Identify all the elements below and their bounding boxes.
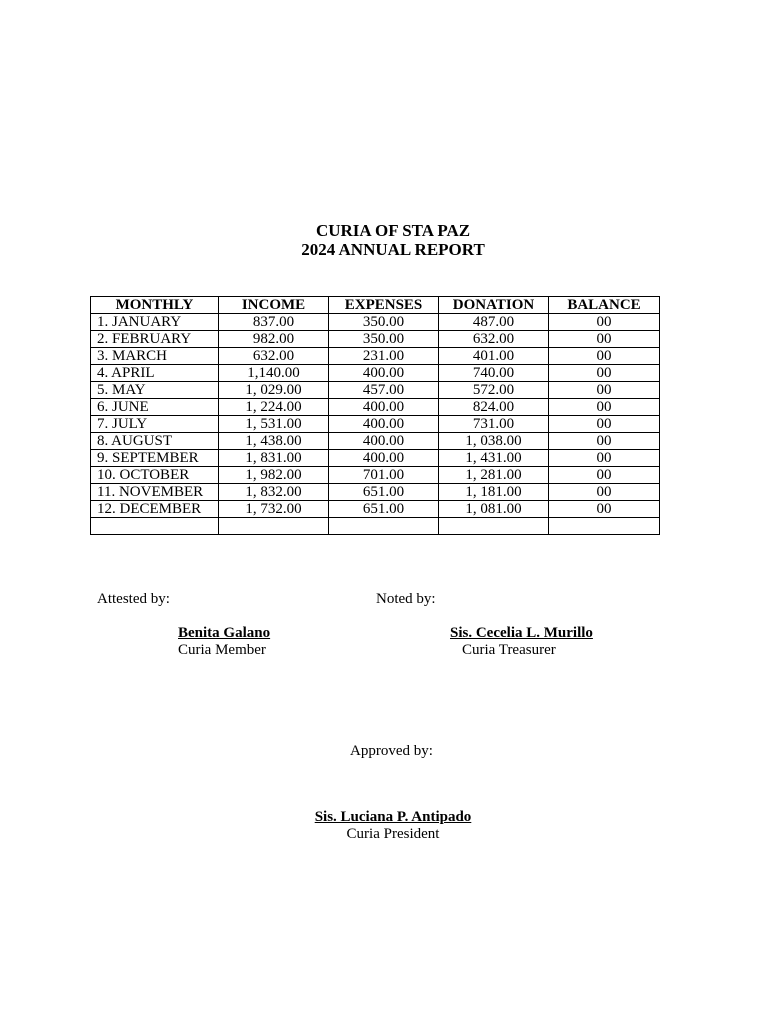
expenses-cell: 400.00: [329, 416, 439, 433]
table-row: [91, 484, 660, 501]
table-row: [91, 467, 660, 484]
table-row: [91, 501, 660, 518]
balance-cell: 00: [549, 450, 660, 467]
donation-cell: 1, 038.00: [439, 433, 549, 450]
income-cell: 1, 831.00: [219, 450, 329, 467]
table-row: [91, 399, 660, 416]
expenses-cell: 701.00: [329, 467, 439, 484]
table-row: [91, 331, 660, 348]
month-cell: 9. SEPTEMBER: [91, 450, 219, 467]
empty-cell: [219, 518, 329, 535]
expenses-cell: 651.00: [329, 484, 439, 501]
donation-cell: 1, 431.00: [439, 450, 549, 467]
income-cell: 1,140.00: [219, 365, 329, 382]
income-cell: 1, 832.00: [219, 484, 329, 501]
month-cell: 8. AUGUST: [91, 433, 219, 450]
annual-report-table: [90, 296, 660, 535]
month-cell: 6. JUNE: [91, 399, 219, 416]
donation-cell: 572.00: [439, 382, 549, 399]
balance-cell: 00: [549, 484, 660, 501]
donation-cell: 731.00: [439, 416, 549, 433]
table-body: [91, 314, 660, 535]
donation-cell: 1, 081.00: [439, 501, 549, 518]
expenses-cell: 400.00: [329, 450, 439, 467]
balance-cell: 00: [549, 433, 660, 450]
empty-cell: [91, 518, 219, 535]
month-cell: 3. MARCH: [91, 348, 219, 365]
month-cell: 1. JANUARY: [91, 314, 219, 331]
expenses-cell: 400.00: [329, 433, 439, 450]
month-cell: 4. APRIL: [91, 365, 219, 382]
approved-signatory-role: Curia President: [346, 826, 440, 842]
table-row: [91, 348, 660, 365]
income-cell: 1, 224.00: [219, 399, 329, 416]
noted-signatory-role: Curia Treasurer: [462, 642, 556, 658]
income-cell: 1, 438.00: [219, 433, 329, 450]
report-subtitle: 2024 ANNUAL REPORT: [301, 240, 485, 259]
table-row: [91, 450, 660, 467]
column-header-balance: BALANCE: [549, 297, 660, 314]
income-cell: 1, 029.00: [219, 382, 329, 399]
expenses-cell: 400.00: [329, 365, 439, 382]
balance-cell: 00: [549, 331, 660, 348]
column-header-income: INCOME: [219, 297, 329, 314]
column-header-monthly: MONTHLY: [91, 297, 219, 314]
donation-cell: 632.00: [439, 331, 549, 348]
approved-by-label: Approved by:: [350, 743, 433, 759]
month-cell: 7. JULY: [91, 416, 219, 433]
month-cell: 11. NOVEMBER: [91, 484, 219, 501]
table-row: [91, 433, 660, 450]
report-title: CURIA OF STA PAZ: [315, 221, 471, 240]
income-cell: 1, 982.00: [219, 467, 329, 484]
balance-cell: 00: [549, 416, 660, 433]
noted-by-label: Noted by:: [376, 591, 436, 607]
empty-cell: [549, 518, 660, 535]
income-cell: 837.00: [219, 314, 329, 331]
attested-signatory-name: Benita Galano: [178, 625, 271, 641]
balance-cell: 00: [549, 382, 660, 399]
column-header-donation: DONATION: [439, 297, 549, 314]
table-row: [91, 314, 660, 331]
balance-cell: 00: [549, 501, 660, 518]
income-cell: 1, 732.00: [219, 501, 329, 518]
donation-cell: 487.00: [439, 314, 549, 331]
table-header-row: [91, 297, 660, 314]
donation-cell: 401.00: [439, 348, 549, 365]
approved-signatory-name: [0, 808, 768, 826]
balance-cell: 00: [549, 467, 660, 484]
income-cell: 982.00: [219, 331, 329, 348]
balance-cell: 00: [549, 365, 660, 382]
donation-cell: 1, 181.00: [439, 484, 549, 501]
approved-signatory-name-text: Sis. Luciana P. Antipado: [314, 809, 472, 825]
expenses-cell: 350.00: [329, 314, 439, 331]
month-cell: 5. MAY: [91, 382, 219, 399]
income-cell: 1, 531.00: [219, 416, 329, 433]
donation-cell: 740.00: [439, 365, 549, 382]
expenses-cell: 400.00: [329, 399, 439, 416]
empty-cell: [329, 518, 439, 535]
expenses-cell: 231.00: [329, 348, 439, 365]
expenses-cell: 457.00: [329, 382, 439, 399]
month-cell: 12. DECEMBER: [91, 501, 219, 518]
empty-cell: [439, 518, 549, 535]
balance-cell: 00: [549, 314, 660, 331]
noted-signatory-name: Sis. Cecelia L. Murillo: [450, 625, 593, 641]
balance-cell: 00: [549, 348, 660, 365]
expenses-cell: 651.00: [329, 501, 439, 518]
table-row-empty: [91, 518, 660, 535]
column-header-expenses: EXPENSES: [329, 297, 439, 314]
table-row: [91, 365, 660, 382]
balance-cell: 00: [549, 399, 660, 416]
attested-signatory-role: Curia Member: [178, 642, 266, 658]
income-cell: 632.00: [219, 348, 329, 365]
donation-cell: 824.00: [439, 399, 549, 416]
month-cell: 10. OCTOBER: [91, 467, 219, 484]
table-row: [91, 416, 660, 433]
month-cell: 2. FEBRUARY: [91, 331, 219, 348]
attested-by-label: Attested by:: [97, 591, 170, 607]
expenses-cell: 350.00: [329, 331, 439, 348]
table-row: [91, 382, 660, 399]
donation-cell: 1, 281.00: [439, 467, 549, 484]
